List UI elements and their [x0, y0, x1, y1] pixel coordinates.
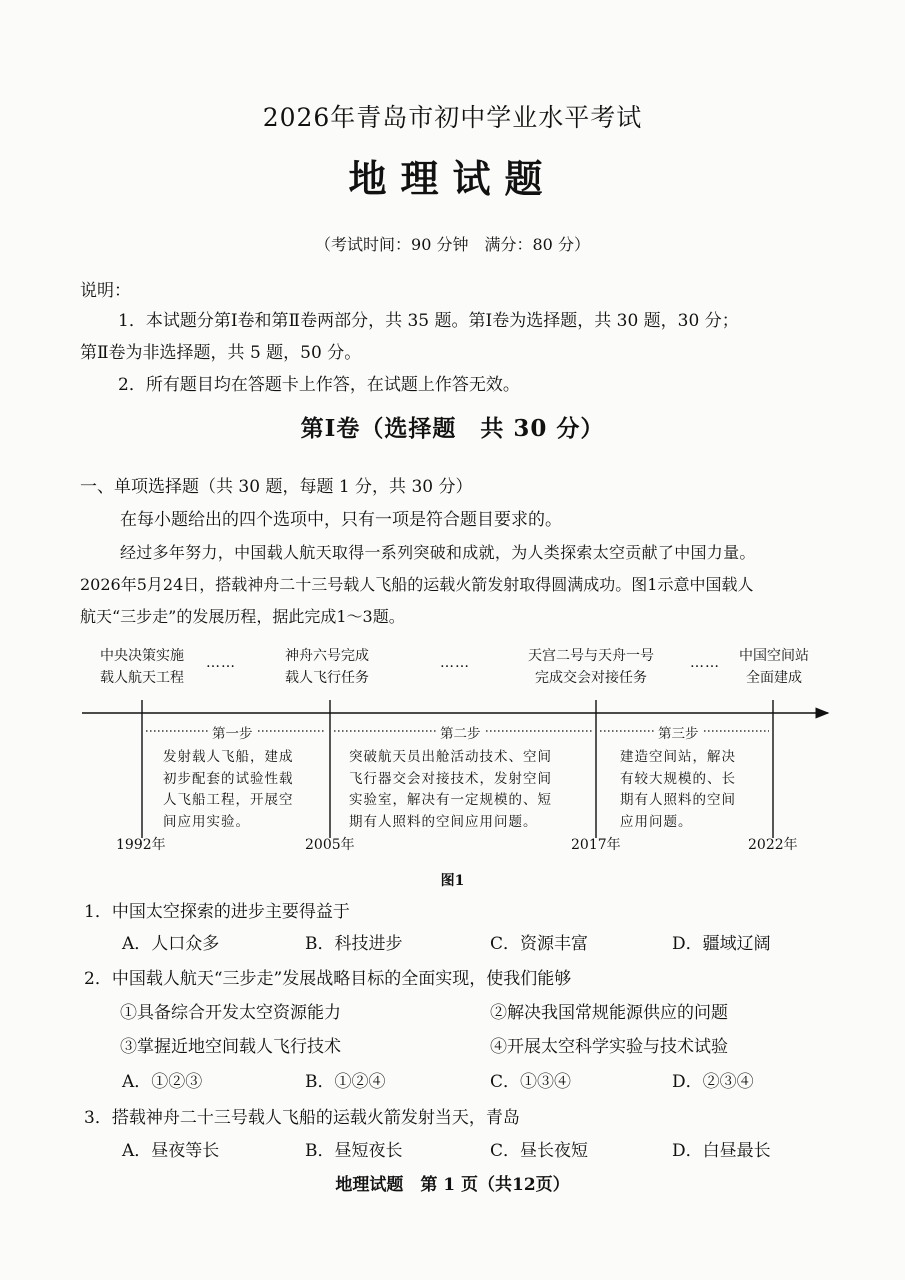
- passage-line-3: 航天“三步走”的发展历程，据此完成1～3题。: [80, 607, 405, 626]
- q3-option-a[interactable]: A．昼夜等长: [122, 1141, 220, 1161]
- ellipsis-1: ……: [206, 655, 236, 671]
- q2-statement-1: ①具备综合开发太空资源能力: [120, 1003, 341, 1023]
- event-1992: 中央决策实施 载人航天工程: [100, 648, 184, 686]
- q2-statement-2: ②解决我国常规能源供应的问题: [490, 1003, 728, 1023]
- step-3-label: 第三步: [655, 722, 702, 742]
- question-3-stem: 3．搭载神舟二十三号载人飞船的运载火箭发射当天，青岛: [84, 1108, 520, 1128]
- year-2017: 2017年: [571, 837, 621, 853]
- instructions-heading: 说明：: [80, 281, 131, 301]
- q1-option-d[interactable]: D．疆域辽阔: [672, 934, 771, 954]
- q3-option-b[interactable]: B．昼短夜长: [305, 1141, 403, 1161]
- q1-option-a[interactable]: A．人口众多: [122, 934, 220, 954]
- question-1-stem: 1．中国太空探索的进步主要得益于: [84, 902, 350, 922]
- q2-statement-3: ③掌握近地空间载人飞行技术: [120, 1037, 341, 1057]
- q3-option-c[interactable]: C．昼长夜短: [490, 1141, 589, 1161]
- step-2-label: 第二步: [437, 722, 484, 742]
- q2-option-b[interactable]: B．①②④: [305, 1072, 386, 1092]
- step-2-description: 突破航天员出舱活动技术、空间 飞行器交会对接技术，发射空间 实验室，解决有一定规模的、短 期有人照料的空间应用问题。: [349, 749, 552, 830]
- q2-statement-4: ④开展太空科学实验与技术试验: [490, 1037, 728, 1057]
- q1-option-c[interactable]: C．资源丰富: [490, 934, 589, 954]
- ellipsis-3: ……: [690, 655, 720, 671]
- exam-title: 2026年青岛市初中学业水平考试: [262, 103, 643, 132]
- subject-title: 地理试题: [348, 156, 557, 201]
- year-2005: 2005年: [305, 837, 355, 853]
- q1-option-b[interactable]: B．科技进步: [305, 934, 403, 954]
- part-heading: 一、单项选择题（共 30 题，每题 1 分，共 30 分）: [80, 477, 473, 497]
- q2-option-a[interactable]: A．①②③: [122, 1072, 203, 1092]
- event-2017: 天宫二号与天舟一号 完成交会对接任务: [528, 648, 654, 686]
- step-1-label: 第一步: [209, 722, 256, 742]
- question-2-stem: 2．中国载人航天“三步走”发展战略目标的全面实现，使我们能够: [84, 969, 572, 989]
- instruction-item-2: 2．所有题目均在答题卡上作答，在试题上作答无效。: [118, 375, 520, 395]
- q2-option-c[interactable]: C．①③④: [490, 1072, 572, 1092]
- year-1992: 1992年: [116, 837, 166, 853]
- passage-line-1: 经过多年努力，中国载人航天取得一系列突破和成就，为人类探索太空贡献了中国力量。: [120, 543, 756, 562]
- passage-line-2: 2026年5月24日，搭载神舟二十三号载人飞船的运载火箭发射取得圆满成功。图1示意中国载人: [80, 575, 754, 594]
- step-1-description: 发射载人飞船，建成 初步配套的试验性载 人飞船工程，开展空 间应用实验。: [163, 749, 294, 830]
- ellipsis-2: ……: [440, 655, 470, 671]
- figure-caption: 图1: [440, 873, 465, 889]
- step-3-description: 建造空间站，解决 有较大规模的、长 期有人照料的空间 应用问题。: [620, 749, 736, 830]
- q2-option-d[interactable]: D．②③④: [672, 1072, 754, 1092]
- q3-option-d[interactable]: D．白昼最长: [672, 1141, 771, 1161]
- event-2005: 神舟六号完成 载人飞行任务: [285, 648, 369, 686]
- section-title: 第Ⅰ卷（选择题 共 30 分）: [300, 415, 605, 442]
- event-2022: 中国空间站 全面建成: [739, 648, 809, 686]
- page-footer: 地理试题 第 1 页（共12页）: [335, 1175, 570, 1195]
- instruction-item-1-cont: 第Ⅱ卷为非选择题，共 5 题，50 分。: [80, 343, 362, 363]
- year-2022: 2022年: [748, 837, 798, 853]
- exam-meta: （考试时间：90 分钟 满分：80 分）: [315, 235, 590, 254]
- instruction-item-1: 1．本试题分第Ⅰ卷和第Ⅱ卷两部分，共 35 题。第Ⅰ卷为选择题，共 30 题，30 分；: [118, 311, 739, 331]
- part-note: 在每小题给出的四个选项中，只有一项是符合题目要求的。: [120, 510, 562, 530]
